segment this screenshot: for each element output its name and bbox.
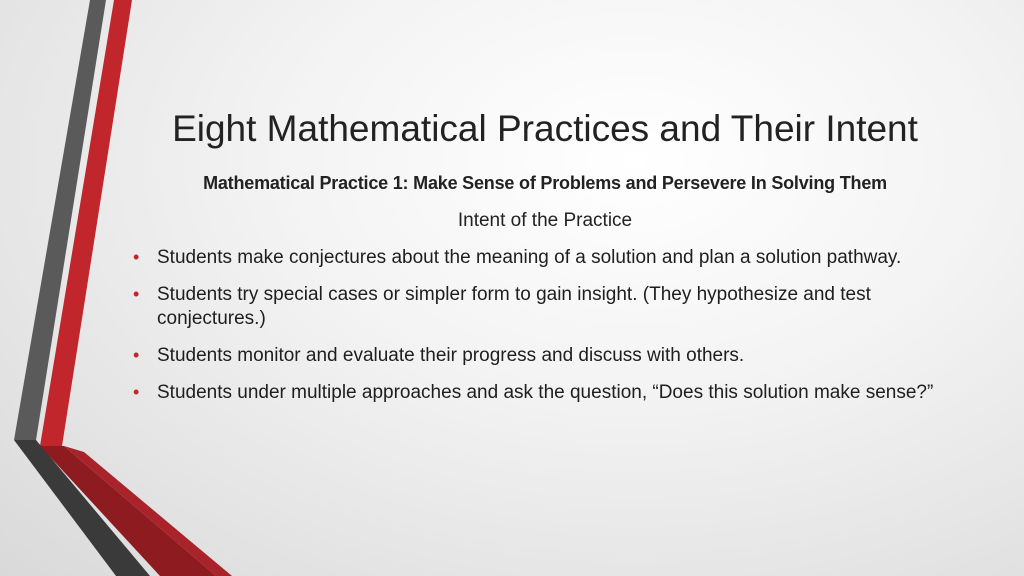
bullet-text-3: Students monitor and evaluate their progress and discuss with others. [157, 345, 745, 366]
bullet-list [130, 246, 950, 418]
bullet-item-1 [130, 246, 950, 270]
bullet-text-1: Students make conjectures about the meaning of a solution and plan a solution pathway. [157, 247, 902, 268]
section-heading: Intent of the Practice [457, 210, 633, 231]
slide-subtitle: Mathematical Practice 1: Make Sense of Problems and Persevere In Solving Them [203, 173, 887, 193]
bullet-item-2 [130, 283, 950, 331]
bullet-dot-icon: • [133, 247, 140, 267]
bullet-item-4 [130, 381, 950, 405]
bullet-text-2: Students try special cases or simpler form to gain insight. (They hypothesize and test conjectures.) [157, 284, 871, 329]
slide-title: Eight Mathematical Practices and Their Intent [172, 108, 918, 149]
bullet-dot-icon: • [133, 284, 140, 304]
bullet-text-4: Students under multiple approaches and ask the question, “Does this solution make sense?” [157, 382, 934, 403]
bullet-dot-icon: • [133, 345, 140, 365]
bullet-item-3 [130, 344, 950, 368]
bullet-dot-icon: • [133, 382, 140, 402]
